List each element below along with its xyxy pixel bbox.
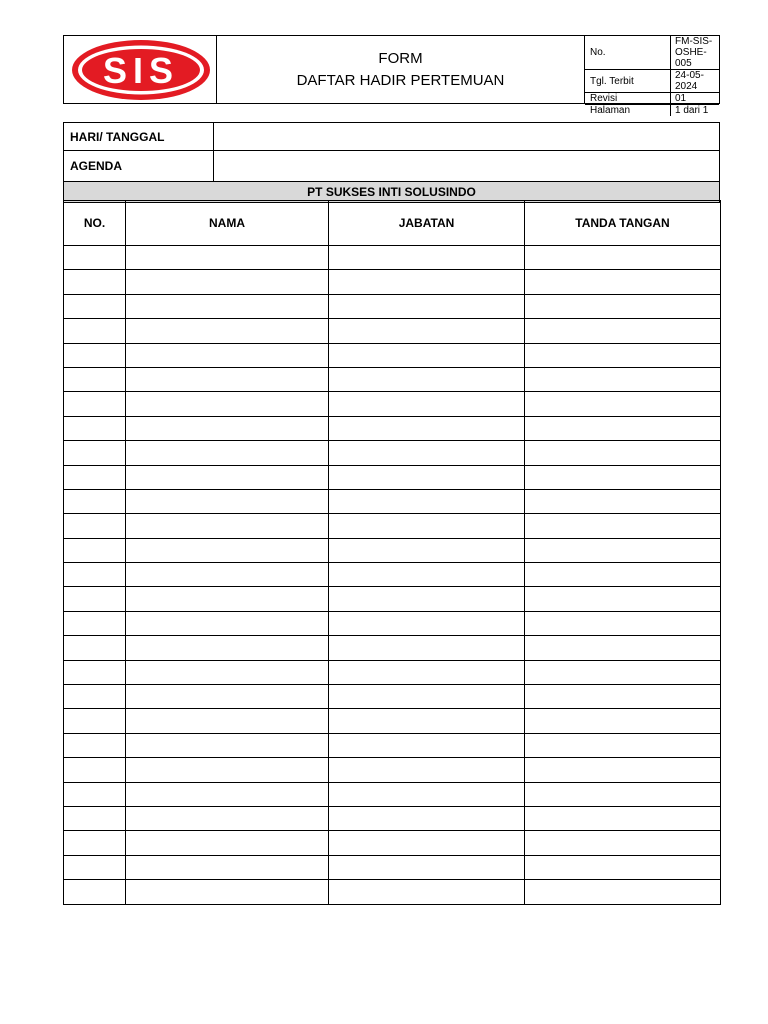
cell-position[interactable] [329,367,525,391]
cell-position[interactable] [329,636,525,660]
cell-no[interactable] [64,758,126,782]
cell-no[interactable] [64,392,126,416]
logo-cell [64,36,217,103]
cell-name[interactable] [126,880,329,904]
cell-position[interactable] [329,611,525,635]
document-meta [585,36,719,116]
cell-name[interactable] [126,392,329,416]
table-row [64,270,721,294]
cell-no[interactable] [64,709,126,733]
cell-name[interactable] [126,782,329,806]
cell-signature[interactable] [525,733,721,757]
cell-signature[interactable] [525,587,721,611]
cell-signature[interactable] [525,660,721,684]
meeting-info [63,122,720,203]
table-row [64,831,721,855]
meta-value: 1 dari 1 [675,105,709,116]
cell-position[interactable] [329,782,525,806]
table-row [64,319,721,343]
table-row [64,441,721,465]
cell-name[interactable] [126,343,329,367]
cell-position[interactable] [329,563,525,587]
table-row [64,733,721,757]
cell-signature[interactable] [525,831,721,855]
meta-row-number [585,36,719,70]
column-header-position: JABATAN [329,201,525,246]
table-row [64,538,721,562]
cell-no[interactable] [64,489,126,513]
cell-name[interactable] [126,319,329,343]
cell-name[interactable] [126,538,329,562]
cell-signature[interactable] [525,343,721,367]
cell-no[interactable] [64,660,126,684]
cell-name[interactable] [126,465,329,489]
cell-name[interactable] [126,660,329,684]
table-row [64,489,721,513]
cell-no[interactable] [64,880,126,904]
meta-value: 01 [675,93,687,104]
agenda-field[interactable] [214,151,719,181]
meta-value: FM-SIS-OSHE-005 [675,36,713,69]
cell-name[interactable] [126,855,329,879]
cell-name[interactable] [126,611,329,635]
cell-signature[interactable] [525,392,721,416]
meta-row-revision [585,93,719,105]
agenda-label: AGENDA [64,151,214,181]
meta-value: 24-05-2024 [675,70,704,92]
cell-position[interactable] [329,806,525,830]
table-row [64,660,721,684]
cell-signature[interactable] [525,611,721,635]
cell-name[interactable] [126,831,329,855]
table-row [64,246,721,270]
table-row [64,611,721,635]
cell-no[interactable] [64,416,126,440]
cell-signature[interactable] [525,880,721,904]
table-row [64,782,721,806]
table-row [64,855,721,879]
cell-no[interactable] [64,270,126,294]
cell-no[interactable] [64,855,126,879]
cell-name[interactable] [126,514,329,538]
cell-no[interactable] [64,806,126,830]
cell-name[interactable] [126,367,329,391]
cell-position[interactable] [329,416,525,440]
cell-name[interactable] [126,246,329,270]
column-header-name: NAMA [126,201,329,246]
cell-name[interactable] [126,636,329,660]
cell-position[interactable] [329,538,525,562]
cell-name[interactable] [126,270,329,294]
cell-position[interactable] [329,514,525,538]
cell-signature[interactable] [525,709,721,733]
cell-no[interactable] [64,294,126,318]
agenda-row [64,151,719,182]
table-row [64,392,721,416]
table-row [64,514,721,538]
logo-text: SIS [102,50,180,91]
cell-signature[interactable] [525,563,721,587]
cell-name[interactable] [126,441,329,465]
form-title-line1: FORM [378,49,423,67]
cell-position[interactable] [329,587,525,611]
cell-signature[interactable] [525,246,721,270]
meta-label: Halaman [585,105,671,116]
company-name: PT SUKSES INTI SOLUSINDO [64,182,719,203]
cell-position[interactable] [329,831,525,855]
cell-name[interactable] [126,587,329,611]
table-row [64,685,721,709]
cell-name[interactable] [126,806,329,830]
column-header-no: NO. [64,201,126,246]
cell-signature[interactable] [525,806,721,830]
cell-no[interactable] [64,636,126,660]
table-row [64,709,721,733]
cell-signature[interactable] [525,685,721,709]
cell-position[interactable] [329,392,525,416]
cell-position[interactable] [329,489,525,513]
cell-no[interactable] [64,538,126,562]
cell-signature[interactable] [525,538,721,562]
cell-signature[interactable] [525,270,721,294]
date-label: HARI/ TANGGAL [64,123,214,150]
cell-position[interactable] [329,685,525,709]
cell-name[interactable] [126,685,329,709]
cell-position[interactable] [329,343,525,367]
cell-no[interactable] [64,514,126,538]
cell-signature[interactable] [525,855,721,879]
cell-name[interactable] [126,489,329,513]
form-title-line2: DAFTAR HADIR PERTEMUAN [296,71,505,89]
cell-position[interactable] [329,855,525,879]
cell-no[interactable] [64,319,126,343]
form-title [217,36,585,103]
column-header-signature: TANDA TANGAN [525,201,721,246]
meta-label: No. [585,36,671,69]
sis-logo [70,39,212,101]
document-header [63,35,720,116]
table-row [64,806,721,830]
cell-signature[interactable] [525,489,721,513]
cell-no[interactable] [64,563,126,587]
cell-signature[interactable] [525,465,721,489]
table-header-row [64,201,721,246]
table-row [64,343,721,367]
cell-no[interactable] [64,611,126,635]
cell-no[interactable] [64,367,126,391]
cell-signature[interactable] [525,514,721,538]
meta-label: Revisi [585,93,671,104]
cell-position[interactable] [329,246,525,270]
table-row [64,563,721,587]
cell-name[interactable] [126,416,329,440]
cell-position[interactable] [329,319,525,343]
cell-position[interactable] [329,465,525,489]
cell-signature[interactable] [525,758,721,782]
table-row [64,416,721,440]
cell-no[interactable] [64,465,126,489]
cell-signature[interactable] [525,416,721,440]
cell-name[interactable] [126,758,329,782]
cell-signature[interactable] [525,441,721,465]
cell-name[interactable] [126,733,329,757]
cell-no[interactable] [64,441,126,465]
cell-position[interactable] [329,709,525,733]
table-row [64,465,721,489]
table-row [64,758,721,782]
cell-name[interactable] [126,294,329,318]
date-row [64,123,719,151]
table-row [64,587,721,611]
cell-no[interactable] [64,831,126,855]
table-row [64,294,721,318]
cell-name[interactable] [126,563,329,587]
table-row [64,367,721,391]
cell-name[interactable] [126,709,329,733]
cell-position[interactable] [329,758,525,782]
cell-signature[interactable] [525,367,721,391]
cell-no[interactable] [64,587,126,611]
cell-signature[interactable] [525,294,721,318]
meta-row-page [585,105,719,116]
table-row [64,880,721,904]
cell-no[interactable] [64,733,126,757]
cell-no[interactable] [64,782,126,806]
date-field[interactable] [214,123,719,150]
cell-position[interactable] [329,733,525,757]
cell-no[interactable] [64,685,126,709]
cell-no[interactable] [64,343,126,367]
meta-row-issue-date [585,70,719,93]
cell-position[interactable] [329,660,525,684]
cell-signature[interactable] [525,782,721,806]
cell-position[interactable] [329,880,525,904]
cell-position[interactable] [329,441,525,465]
cell-position[interactable] [329,294,525,318]
cell-no[interactable] [64,246,126,270]
table-row [64,636,721,660]
attendance-rows [64,246,721,905]
meta-label: Tgl. Terbit [585,70,671,92]
cell-position[interactable] [329,270,525,294]
attendance-table [63,200,721,905]
cell-signature[interactable] [525,636,721,660]
cell-signature[interactable] [525,319,721,343]
